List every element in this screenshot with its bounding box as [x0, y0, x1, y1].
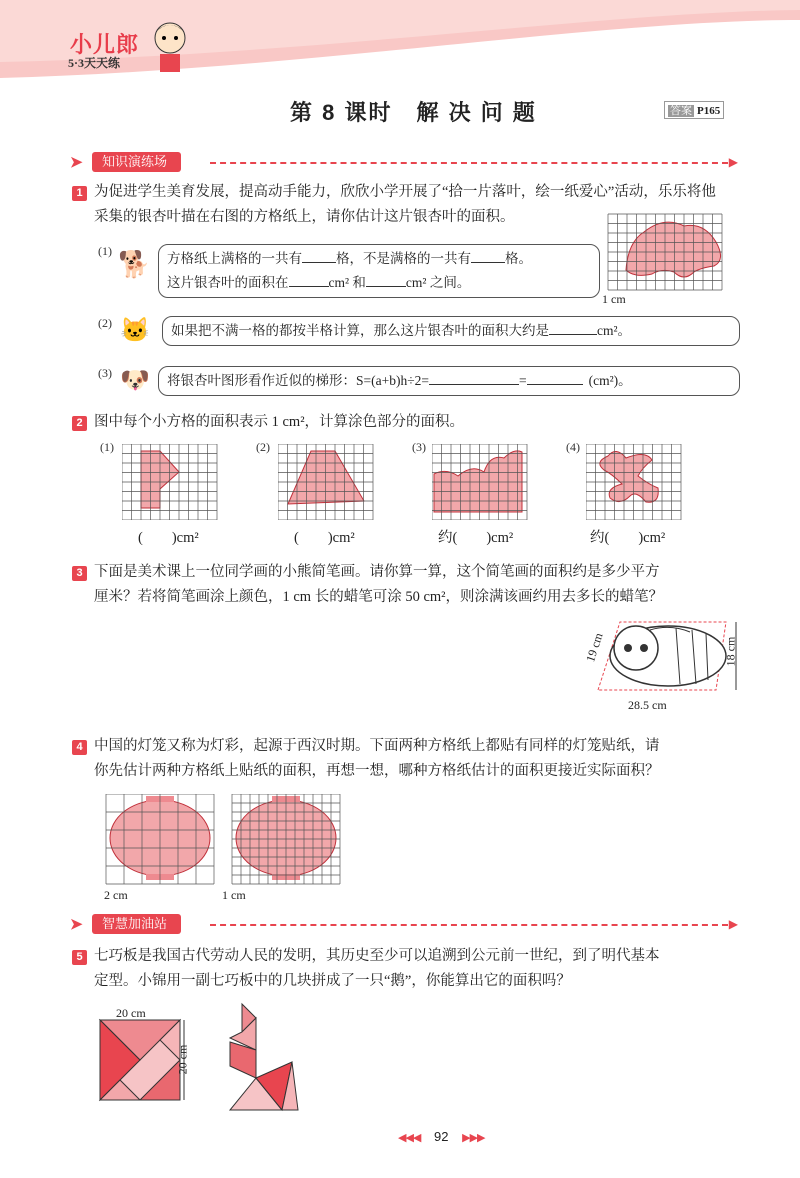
dim-slant: 19 cm [583, 631, 606, 664]
prev-arrows-icon: ◀◀◀ [398, 1132, 421, 1144]
dim-top: 20 cm [116, 1006, 146, 1020]
text: 格。 [505, 251, 532, 266]
q4-line1: 中国的灯笼又称为灯彩，起源于西汉时期。下面两种方格纸上都贴有同样的灯笼贴纸，请 [94, 738, 660, 754]
q1-part2-bubble [162, 316, 740, 346]
dim-height: 18 cm [723, 636, 738, 667]
question-number: 5 [72, 950, 87, 965]
q2-grid-2 [278, 444, 378, 520]
tangram-goose [222, 1002, 300, 1114]
q3-line1: 下面是美术课上一位同学画的小熊简笔画。请你算一算，这个简笔画的面积约是多少平方 [94, 564, 660, 580]
answer-blank[interactable] [302, 262, 336, 263]
text: 方格纸上满格的一共有 [167, 251, 302, 266]
question-number: 2 [72, 416, 87, 431]
page-title: 第 8 课时 解 决 问 题 [290, 100, 537, 125]
part-label: (3) [98, 366, 112, 380]
text: 如果把不满一格的都按半格计算，那么这片银杏叶的面积大约是 [171, 323, 549, 338]
answer-blank[interactable] [471, 262, 505, 263]
lantern-grid-1cm [230, 794, 342, 888]
bear-drawing [580, 614, 746, 694]
section-practice [70, 152, 738, 174]
answer-reference [664, 101, 724, 119]
section-label: 知识演练场 [92, 152, 181, 172]
q2-answer-1[interactable]: ( )cm² [138, 530, 199, 546]
mascot-icon [150, 18, 190, 74]
section-wisdom [70, 914, 738, 936]
section-arrow-icon: ➤ [70, 917, 83, 933]
answer-blank[interactable] [366, 286, 406, 287]
q2-answer-4[interactable]: 约( )cm² [590, 530, 666, 546]
q1-line2: 采集的银杏叶描在右图的方格纸上，请你估计这片银杏叶的面积。 [94, 209, 515, 225]
answer-label: 答案 [670, 105, 692, 117]
text: cm² 之间。 [405, 275, 471, 290]
section-label: 智慧加油站 [92, 914, 181, 934]
part-label: (4) [566, 440, 580, 454]
lantern-grid-2cm [104, 794, 216, 888]
part-label: (1) [98, 244, 112, 258]
page-number-bar [398, 1129, 485, 1144]
section-arrow-icon: ➤ [70, 155, 83, 171]
scale-label-2cm: 2 cm [104, 888, 128, 902]
part-label: (2) [256, 440, 270, 454]
dim-side: 20 cm [175, 1044, 190, 1075]
part-label: (2) [98, 316, 112, 330]
q2-grid-3 [432, 444, 532, 520]
part-label: (3) [412, 440, 426, 454]
text: = [519, 373, 527, 388]
q2-grid-4 [586, 444, 686, 520]
question-number: 1 [72, 186, 87, 201]
text: cm²。 [597, 323, 632, 338]
scale-label-1cm: 1 cm [222, 888, 246, 902]
part-label: (1) [100, 440, 114, 454]
answer-blank[interactable] [527, 384, 583, 385]
q1-line1: 为促进学生美育发展，提高动手能力，欣欣小学开展了“拾一片落叶，绘一纸爱心”活动，乐乐将他 [94, 184, 716, 200]
scale-label: 1 cm [602, 292, 626, 306]
dim-base: 28.5 cm [628, 698, 667, 712]
q3-text [94, 560, 744, 610]
cat-icon: 🐱 [120, 318, 150, 344]
section-end-icon: ▶ [728, 917, 738, 931]
page-number: 92 [434, 1129, 449, 1144]
puppy-icon: 🐶 [120, 368, 150, 394]
answer-blank[interactable] [549, 334, 597, 335]
text: 将银杏叶图形看作近似的梯形：S=(a+b)h÷2= [167, 373, 429, 388]
text: 格，不是满格的一共有 [336, 251, 471, 266]
q5-line1: 七巧板是我国古代劳动人民的发明，其历史至少可以追溯到公元前一世纪，到了明代基本 [94, 948, 660, 964]
q2-answer-3[interactable]: 约( )cm² [438, 530, 514, 546]
q3-line2: 厘米？若将简笔画涂上颜色，1 cm 长的蜡笔可涂 50 cm²，则涂满该画约用去多长的蜡笔？ [94, 589, 664, 605]
brand-subtitle: 5·3天天练 [68, 56, 121, 70]
q5-line2: 定型。小锦用一副七巧板中的几块拼成了一只“鹅”，你能算出它的面积吗？ [94, 973, 571, 989]
section-end-icon: ▶ [728, 155, 738, 169]
q2-answer-2[interactable]: ( )cm² [294, 530, 355, 546]
text: 这片银杏叶的面积在 [167, 275, 289, 290]
q2-text: 图中每个小方格的面积表示 1 cm²，计算涂色部分的面积。 [94, 414, 465, 430]
answer-page: P165 [697, 105, 721, 117]
q4-text [94, 734, 744, 784]
answer-blank[interactable] [289, 286, 329, 287]
next-arrows-icon: ▶▶▶ [462, 1132, 485, 1144]
q1-part3-bubble [158, 366, 740, 396]
question-number: 3 [72, 566, 87, 581]
answer-blank[interactable] [429, 384, 519, 385]
text: cm² 和 [328, 275, 366, 290]
text: (cm²)。 [588, 373, 632, 388]
question-number: 4 [72, 740, 87, 755]
q4-line2: 你先估计两种方格纸上贴纸的面积，再想一想，哪种方格纸估计的面积更接近实际面积？ [94, 763, 660, 779]
q5-text [94, 944, 744, 994]
brand-logo: 小儿郎 [70, 32, 140, 57]
q1-part1-bubble [158, 244, 600, 298]
dog-icon: 🐕 [118, 250, 151, 279]
q2-grid-1 [122, 444, 222, 520]
